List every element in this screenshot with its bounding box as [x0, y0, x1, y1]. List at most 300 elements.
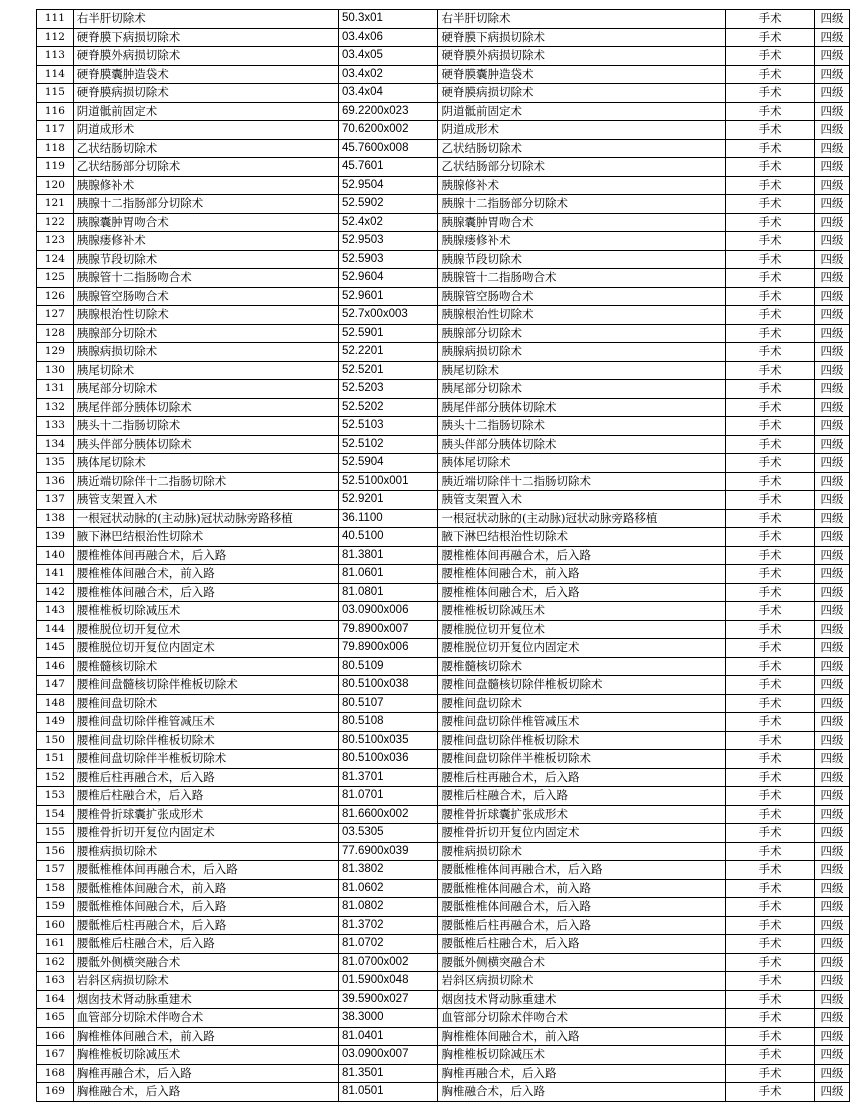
row-number-cell: 152 [37, 768, 74, 787]
table-row [37, 1083, 850, 1102]
surgery-level-cell: 四级 [815, 509, 850, 528]
table-row [37, 972, 850, 991]
procedure-name-cell: 腰椎髓核切除术 [73, 657, 338, 676]
procedure-code-cell: 81.0501 [338, 1083, 437, 1102]
table-row [37, 250, 850, 269]
procedure-name-cell: 腋下淋巴结根治性切除术 [73, 528, 338, 547]
surgery-level-cell: 四级 [815, 583, 850, 602]
procedure-name-repeat-cell: 腰椎骨折球囊扩张成形术 [438, 805, 726, 824]
procedure-name-cell: 胰体尾切除术 [73, 454, 338, 473]
category-cell: 手术 [726, 546, 815, 565]
procedure-name-repeat-cell: 胸椎椎板切除减压术 [438, 1046, 726, 1065]
category-cell: 手术 [726, 232, 815, 251]
procedure-code-cell: 52.4x02 [338, 213, 437, 232]
procedure-name-cell: 腰骶椎椎体间融合术，后入路 [73, 898, 338, 917]
procedure-code-cell: 80.5107 [338, 694, 437, 713]
table-row [37, 10, 850, 29]
procedure-name-repeat-cell: 阴道骶前固定术 [438, 102, 726, 121]
row-number-cell: 150 [37, 731, 74, 750]
procedure-name-cell: 胰腺管十二指肠吻合术 [73, 269, 338, 288]
procedure-name-cell: 腰椎间盘切除伴椎板切除术 [73, 731, 338, 750]
category-cell: 手术 [726, 65, 815, 84]
procedure-code-cell: 77.6900x039 [338, 842, 437, 861]
procedure-name-cell: 乙状结肠切除术 [73, 139, 338, 158]
procedure-name-repeat-cell: 岩斜区病损切除术 [438, 972, 726, 991]
category-cell: 手术 [726, 306, 815, 325]
surgery-level-cell: 四级 [815, 65, 850, 84]
table-row [37, 546, 850, 565]
procedure-name-cell: 腰骶椎后柱融合术，后入路 [73, 935, 338, 954]
category-cell: 手术 [726, 990, 815, 1009]
procedure-code-cell: 52.9601 [338, 287, 437, 306]
category-cell: 手术 [726, 1046, 815, 1065]
category-cell: 手术 [726, 731, 815, 750]
row-number-cell: 111 [37, 10, 74, 29]
procedure-name-cell: 腰椎后柱再融合术，后入路 [73, 768, 338, 787]
procedure-name-cell: 胰头伴部分胰体切除术 [73, 435, 338, 454]
surgery-level-cell: 四级 [815, 417, 850, 436]
surgery-level-cell: 四级 [815, 1064, 850, 1083]
row-number-cell: 158 [37, 879, 74, 898]
surgery-level-cell: 四级 [815, 676, 850, 695]
category-cell: 手术 [726, 176, 815, 195]
row-number-cell: 154 [37, 805, 74, 824]
procedure-name-cell: 胰腺部分切除术 [73, 324, 338, 343]
procedure-code-cell: 36.1100 [338, 509, 437, 528]
category-cell: 手术 [726, 250, 815, 269]
surgery-level-cell: 四级 [815, 916, 850, 935]
table-row [37, 343, 850, 362]
surgery-level-cell: 四级 [815, 805, 850, 824]
procedure-code-cell: 52.5201 [338, 361, 437, 380]
procedure-name-repeat-cell: 胸椎融合术，后入路 [438, 1083, 726, 1102]
table-row [37, 602, 850, 621]
procedure-name-repeat-cell: 血管部分切除术伴吻合术 [438, 1009, 726, 1028]
procedure-code-cell: 45.7600x008 [338, 139, 437, 158]
procedure-name-cell: 胸椎再融合术，后入路 [73, 1064, 338, 1083]
procedure-name-cell: 腰椎病损切除术 [73, 842, 338, 861]
procedure-name-repeat-cell: 胰腺部分切除术 [438, 324, 726, 343]
category-cell: 手术 [726, 324, 815, 343]
row-number-cell: 148 [37, 694, 74, 713]
procedure-code-cell: 03.0900x007 [338, 1046, 437, 1065]
procedure-name-repeat-cell: 胰尾部分切除术 [438, 380, 726, 399]
category-cell: 手术 [726, 713, 815, 732]
procedure-code-cell: 52.5102 [338, 435, 437, 454]
procedure-name-cell: 腰椎椎板切除减压术 [73, 602, 338, 621]
category-cell: 手术 [726, 842, 815, 861]
surgery-level-cell: 四级 [815, 842, 850, 861]
procedure-name-cell: 胰腺修补术 [73, 176, 338, 195]
category-cell: 手术 [726, 287, 815, 306]
table-row [37, 121, 850, 140]
procedure-code-cell: 81.6600x002 [338, 805, 437, 824]
table-row [37, 472, 850, 491]
row-number-cell: 168 [37, 1064, 74, 1083]
procedure-name-repeat-cell: 腰椎间盘切除伴椎管减压术 [438, 713, 726, 732]
procedure-code-cell: 52.5203 [338, 380, 437, 399]
procedure-name-cell: 血管部分切除术伴吻合术 [73, 1009, 338, 1028]
table-row [37, 639, 850, 658]
table-row [37, 916, 850, 935]
surgery-level-cell: 四级 [815, 639, 850, 658]
surgery-level-cell: 四级 [815, 213, 850, 232]
procedure-name-repeat-cell: 胰头十二指肠切除术 [438, 417, 726, 436]
procedure-code-cell: 52.5202 [338, 398, 437, 417]
table-row [37, 990, 850, 1009]
row-number-cell: 119 [37, 158, 74, 177]
table-row [37, 28, 850, 47]
procedure-code-cell: 81.0401 [338, 1027, 437, 1046]
row-number-cell: 118 [37, 139, 74, 158]
surgery-level-cell: 四级 [815, 176, 850, 195]
row-number-cell: 125 [37, 269, 74, 288]
category-cell: 手术 [726, 10, 815, 29]
procedure-code-cell: 52.5903 [338, 250, 437, 269]
procedure-name-cell: 腰椎脱位切开复位术 [73, 620, 338, 639]
procedure-name-repeat-cell: 腰椎脱位切开复位内固定术 [438, 639, 726, 658]
surgery-level-cell: 四级 [815, 324, 850, 343]
row-number-cell: 123 [37, 232, 74, 251]
procedure-code-cell: 52.9504 [338, 176, 437, 195]
procedure-code-cell: 81.0702 [338, 935, 437, 954]
procedure-name-cell: 腰骶外侧横突融合术 [73, 953, 338, 972]
procedure-name-repeat-cell: 腰骶椎椎体间融合术，后入路 [438, 898, 726, 917]
table-row [37, 750, 850, 769]
procedure-name-cell: 右半肝切除术 [73, 10, 338, 29]
procedure-name-cell: 腰椎间盘髓核切除伴椎板切除术 [73, 676, 338, 695]
procedure-name-repeat-cell: 硬脊膜病损切除术 [438, 84, 726, 103]
surgery-level-cell: 四级 [815, 361, 850, 380]
row-number-cell: 138 [37, 509, 74, 528]
surgery-level-cell: 四级 [815, 750, 850, 769]
procedure-name-repeat-cell: 腰椎间盘切除伴半椎板切除术 [438, 750, 726, 769]
procedure-name-repeat-cell: 腰椎椎体间融合术，前入路 [438, 565, 726, 584]
procedure-name-cell: 一根冠状动脉的(主动脉)冠状动脉旁路移植 [73, 509, 338, 528]
category-cell: 手术 [726, 620, 815, 639]
table-row [37, 176, 850, 195]
category-cell: 手术 [726, 824, 815, 843]
procedure-code-cell: 03.4x04 [338, 84, 437, 103]
procedure-code-cell: 50.3x01 [338, 10, 437, 29]
surgery-level-cell: 四级 [815, 731, 850, 750]
surgery-level-cell: 四级 [815, 1046, 850, 1065]
row-number-cell: 160 [37, 916, 74, 935]
surgery-level-cell: 四级 [815, 972, 850, 991]
table-row [37, 84, 850, 103]
procedure-code-cell: 52.2201 [338, 343, 437, 362]
procedure-name-cell: 胰腺囊肿胃吻合术 [73, 213, 338, 232]
procedure-name-repeat-cell: 胰近端切除伴十二指肠切除术 [438, 472, 726, 491]
procedure-code-cell: 70.6200x002 [338, 121, 437, 140]
procedure-name-cell: 硬脊膜病损切除术 [73, 84, 338, 103]
table-row [37, 1064, 850, 1083]
row-number-cell: 162 [37, 953, 74, 972]
table-row [37, 417, 850, 436]
procedure-name-repeat-cell: 胰腺节段切除术 [438, 250, 726, 269]
procedure-name-repeat-cell: 烟囱技术肾动脉重建术 [438, 990, 726, 1009]
procedure-name-repeat-cell: 胰体尾切除术 [438, 454, 726, 473]
procedure-name-cell: 阴道骶前固定术 [73, 102, 338, 121]
category-cell: 手术 [726, 898, 815, 917]
category-cell: 手术 [726, 879, 815, 898]
category-cell: 手术 [726, 639, 815, 658]
category-cell: 手术 [726, 861, 815, 880]
category-cell: 手术 [726, 953, 815, 972]
surgery-level-cell: 四级 [815, 472, 850, 491]
surgery-level-cell: 四级 [815, 953, 850, 972]
row-number-cell: 163 [37, 972, 74, 991]
category-cell: 手术 [726, 102, 815, 121]
category-cell: 手术 [726, 602, 815, 621]
row-number-cell: 147 [37, 676, 74, 695]
procedure-name-repeat-cell: 硬脊膜囊肿造袋术 [438, 65, 726, 84]
procedure-code-cell: 39.5900x027 [338, 990, 437, 1009]
table-row [37, 102, 850, 121]
surgery-level-cell: 四级 [815, 602, 850, 621]
surgery-level-cell: 四级 [815, 491, 850, 510]
procedure-name-cell: 胸椎椎体间融合术，前入路 [73, 1027, 338, 1046]
procedure-code-cell: 03.0900x006 [338, 602, 437, 621]
procedure-name-repeat-cell: 腰椎间盘切除术 [438, 694, 726, 713]
row-number-cell: 169 [37, 1083, 74, 1102]
table-row [37, 306, 850, 325]
table-row [37, 842, 850, 861]
category-cell: 手术 [726, 269, 815, 288]
category-cell: 手术 [726, 361, 815, 380]
table-row [37, 454, 850, 473]
surgery-level-cell: 四级 [815, 787, 850, 806]
category-cell: 手术 [726, 28, 815, 47]
surgery-level-cell: 四级 [815, 768, 850, 787]
table-row [37, 47, 850, 66]
procedure-name-repeat-cell: 腰骶椎椎体间融合术，前入路 [438, 879, 726, 898]
row-number-cell: 122 [37, 213, 74, 232]
table-row [37, 491, 850, 510]
category-cell: 手术 [726, 1083, 815, 1102]
table-body [37, 10, 850, 1102]
surgery-level-cell: 四级 [815, 269, 850, 288]
procedure-name-cell: 胰尾切除术 [73, 361, 338, 380]
category-cell: 手术 [726, 509, 815, 528]
procedure-table [36, 9, 850, 1102]
table-row [37, 1027, 850, 1046]
procedure-name-repeat-cell: 腰骶外侧横突融合术 [438, 953, 726, 972]
procedure-code-cell: 81.0701 [338, 787, 437, 806]
category-cell: 手术 [726, 213, 815, 232]
table-row [37, 139, 850, 158]
procedure-name-repeat-cell: 右半肝切除术 [438, 10, 726, 29]
procedure-name-repeat-cell: 腰骶椎后柱融合术，后入路 [438, 935, 726, 954]
procedure-name-cell: 阴道成形术 [73, 121, 338, 140]
category-cell: 手术 [726, 472, 815, 491]
procedure-name-repeat-cell: 腰骶椎后柱再融合术，后入路 [438, 916, 726, 935]
procedure-name-cell: 腰椎脱位切开复位内固定术 [73, 639, 338, 658]
category-cell: 手术 [726, 657, 815, 676]
procedure-code-cell: 81.0601 [338, 565, 437, 584]
procedure-code-cell: 80.5108 [338, 713, 437, 732]
table-row [37, 657, 850, 676]
procedure-name-repeat-cell: 阴道成形术 [438, 121, 726, 140]
surgery-level-cell: 四级 [815, 1027, 850, 1046]
category-cell: 手术 [726, 676, 815, 695]
table-row [37, 805, 850, 824]
procedure-code-cell: 52.5100x001 [338, 472, 437, 491]
surgery-level-cell: 四级 [815, 713, 850, 732]
procedure-name-cell: 腰椎间盘切除伴椎管减压术 [73, 713, 338, 732]
surgery-level-cell: 四级 [815, 435, 850, 454]
surgery-level-cell: 四级 [815, 565, 850, 584]
procedure-code-cell: 52.5103 [338, 417, 437, 436]
row-number-cell: 149 [37, 713, 74, 732]
procedure-code-cell: 81.3701 [338, 768, 437, 787]
procedure-name-cell: 烟囱技术肾动脉重建术 [73, 990, 338, 1009]
surgery-level-cell: 四级 [815, 879, 850, 898]
procedure-name-cell: 胰腺节段切除术 [73, 250, 338, 269]
row-number-cell: 127 [37, 306, 74, 325]
procedure-code-cell: 52.5902 [338, 195, 437, 214]
procedure-name-repeat-cell: 腰椎间盘切除伴椎板切除术 [438, 731, 726, 750]
procedure-name-cell: 腰椎椎体间再融合术，后入路 [73, 546, 338, 565]
procedure-name-cell: 胰尾伴部分胰体切除术 [73, 398, 338, 417]
procedure-code-cell: 52.9201 [338, 491, 437, 510]
table-row [37, 935, 850, 954]
category-cell: 手术 [726, 84, 815, 103]
table-row [37, 583, 850, 602]
procedure-code-cell: 80.5100x035 [338, 731, 437, 750]
table-row [37, 694, 850, 713]
procedure-name-cell: 胸椎椎板切除减压术 [73, 1046, 338, 1065]
row-number-cell: 128 [37, 324, 74, 343]
procedure-name-repeat-cell: 硬脊膜下病损切除术 [438, 28, 726, 47]
category-cell: 手术 [726, 491, 815, 510]
procedure-name-repeat-cell: 一根冠状动脉的(主动脉)冠状动脉旁路移植 [438, 509, 726, 528]
procedure-name-cell: 腰骶椎后柱再融合术，后入路 [73, 916, 338, 935]
category-cell: 手术 [726, 694, 815, 713]
surgery-level-cell: 四级 [815, 139, 850, 158]
row-number-cell: 140 [37, 546, 74, 565]
table-row [37, 953, 850, 972]
table-row [37, 676, 850, 695]
procedure-name-repeat-cell: 腋下淋巴结根治性切除术 [438, 528, 726, 547]
row-number-cell: 139 [37, 528, 74, 547]
procedure-name-repeat-cell: 胰腺根治性切除术 [438, 306, 726, 325]
procedure-name-repeat-cell: 胰腺病损切除术 [438, 343, 726, 362]
procedure-code-cell: 81.3702 [338, 916, 437, 935]
procedure-code-cell: 79.8900x006 [338, 639, 437, 658]
surgery-level-cell: 四级 [815, 28, 850, 47]
procedure-name-repeat-cell: 腰椎脱位切开复位术 [438, 620, 726, 639]
surgery-level-cell: 四级 [815, 10, 850, 29]
procedure-code-cell: 52.5901 [338, 324, 437, 343]
category-cell: 手术 [726, 398, 815, 417]
table-row [37, 713, 850, 732]
row-number-cell: 155 [37, 824, 74, 843]
table-row [37, 380, 850, 399]
procedure-name-repeat-cell: 胰腺囊肿胃吻合术 [438, 213, 726, 232]
surgery-level-cell: 四级 [815, 935, 850, 954]
category-cell: 手术 [726, 1064, 815, 1083]
procedure-code-cell: 81.3801 [338, 546, 437, 565]
procedure-name-repeat-cell: 腰骶椎椎体间再融合术，后入路 [438, 861, 726, 880]
procedure-code-cell: 38.3000 [338, 1009, 437, 1028]
procedure-code-cell: 03.4x06 [338, 28, 437, 47]
procedure-code-cell: 69.2200x023 [338, 102, 437, 121]
table-row [37, 398, 850, 417]
procedure-name-repeat-cell: 胸椎椎体间融合术，前入路 [438, 1027, 726, 1046]
table-row [37, 787, 850, 806]
category-cell: 手术 [726, 343, 815, 362]
table-row [37, 509, 850, 528]
procedure-name-repeat-cell: 腰椎髓核切除术 [438, 657, 726, 676]
procedure-name-cell: 胰腺管空肠吻合术 [73, 287, 338, 306]
procedure-name-cell: 腰椎椎体间融合术，前入路 [73, 565, 338, 584]
row-number-cell: 130 [37, 361, 74, 380]
procedure-name-cell: 胰头十二指肠切除术 [73, 417, 338, 436]
procedure-code-cell: 03.4x02 [338, 65, 437, 84]
category-cell: 手术 [726, 417, 815, 436]
procedure-name-cell: 腰椎椎体间融合术，后入路 [73, 583, 338, 602]
row-number-cell: 120 [37, 176, 74, 195]
procedure-name-repeat-cell: 腰椎间盘髓核切除伴椎板切除术 [438, 676, 726, 695]
table-row [37, 232, 850, 251]
category-cell: 手术 [726, 972, 815, 991]
row-number-cell: 145 [37, 639, 74, 658]
table-row [37, 435, 850, 454]
surgery-level-cell: 四级 [815, 121, 850, 140]
category-cell: 手术 [726, 454, 815, 473]
row-number-cell: 124 [37, 250, 74, 269]
table-row [37, 731, 850, 750]
row-number-cell: 161 [37, 935, 74, 954]
procedure-name-repeat-cell: 腰椎椎体间再融合术，后入路 [438, 546, 726, 565]
row-number-cell: 135 [37, 454, 74, 473]
procedure-name-cell: 胰腺瘘修补术 [73, 232, 338, 251]
category-cell: 手术 [726, 1027, 815, 1046]
surgery-level-cell: 四级 [815, 1083, 850, 1102]
procedure-name-cell: 腰骶椎椎体间再融合术，后入路 [73, 861, 338, 880]
row-number-cell: 141 [37, 565, 74, 584]
category-cell: 手术 [726, 916, 815, 935]
category-cell: 手术 [726, 139, 815, 158]
surgery-level-cell: 四级 [815, 343, 850, 362]
category-cell: 手术 [726, 805, 815, 824]
procedure-name-cell: 腰椎间盘切除术 [73, 694, 338, 713]
procedure-name-repeat-cell: 胸椎再融合术，后入路 [438, 1064, 726, 1083]
category-cell: 手术 [726, 787, 815, 806]
category-cell: 手术 [726, 768, 815, 787]
row-number-cell: 165 [37, 1009, 74, 1028]
table-row [37, 565, 850, 584]
row-number-cell: 121 [37, 195, 74, 214]
table-row [37, 824, 850, 843]
category-cell: 手术 [726, 195, 815, 214]
procedure-name-repeat-cell: 腰椎后柱融合术，后入路 [438, 787, 726, 806]
row-number-cell: 132 [37, 398, 74, 417]
procedure-name-repeat-cell: 腰椎椎板切除减压术 [438, 602, 726, 621]
category-cell: 手术 [726, 380, 815, 399]
table-row [37, 324, 850, 343]
procedure-name-cell: 腰椎骨折切开复位内固定术 [73, 824, 338, 843]
row-number-cell: 117 [37, 121, 74, 140]
procedure-name-repeat-cell: 胰腺管十二指肠吻合术 [438, 269, 726, 288]
procedure-code-cell: 81.0801 [338, 583, 437, 602]
procedure-name-cell: 胰管支架置入术 [73, 491, 338, 510]
procedure-name-repeat-cell: 胰腺十二指肠部分切除术 [438, 195, 726, 214]
procedure-name-repeat-cell: 胰腺管空肠吻合术 [438, 287, 726, 306]
surgery-level-cell: 四级 [815, 1009, 850, 1028]
surgery-level-cell: 四级 [815, 84, 850, 103]
